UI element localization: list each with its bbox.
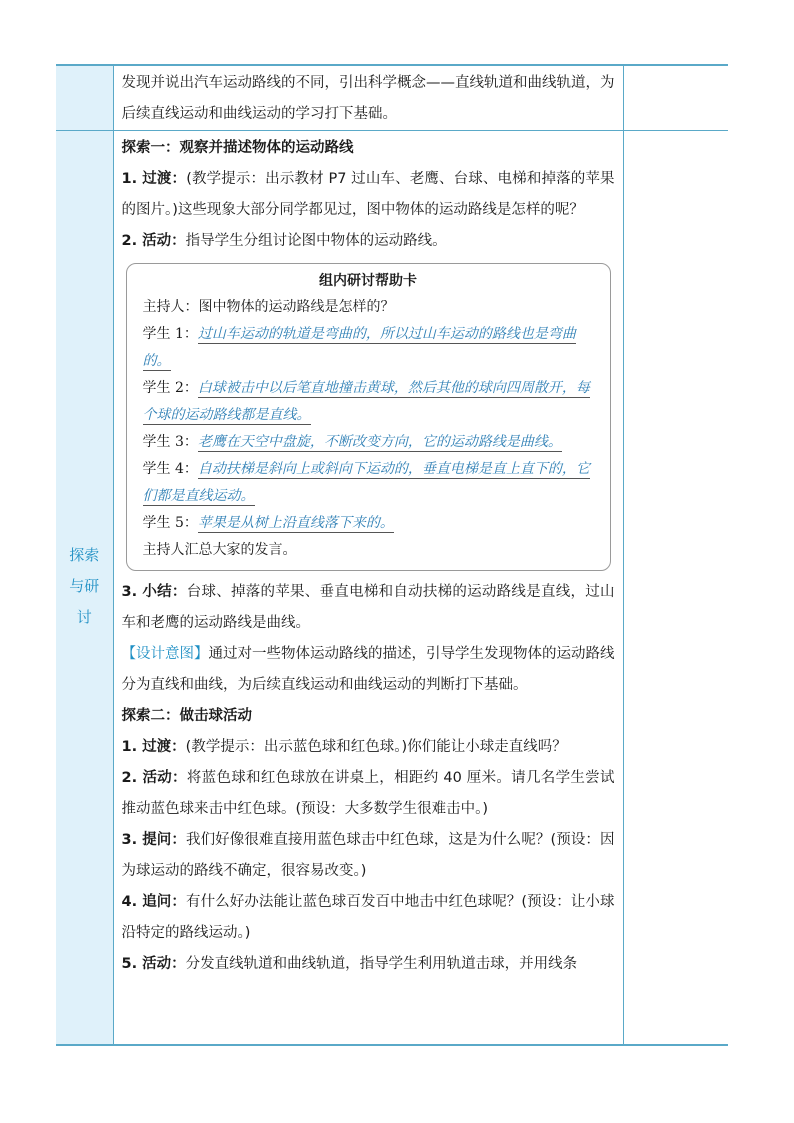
- step-activity-1: [122, 226, 615, 257]
- step-text: 台球、掉落的苹果、垂直电梯和自动扶梯的运动路线是直线，过山车和老鹰的运动路线是曲线。: [121, 584, 615, 631]
- student-answer-1: [143, 321, 594, 375]
- student-answer-text: 老鹰在天空中盘旋，不断改变方向，它的运动路线是曲线。: [197, 434, 562, 450]
- step-summary: [122, 577, 615, 639]
- step-label: 3. 提问：: [121, 832, 186, 848]
- student-label: 学生 1：: [142, 326, 198, 342]
- student-label: 学生 4：: [142, 461, 198, 477]
- host-summary: 主持人汇总大家的发言。: [142, 542, 297, 558]
- row1-label-cell: [56, 65, 113, 131]
- e2-step-1: [122, 732, 615, 763]
- section-label: 探索与研讨: [69, 546, 100, 626]
- step-text: 指导学生分组讨论图中物体的运动路线。: [185, 233, 447, 249]
- student-answer-text: 苹果是从树上沿直线落下来的。: [197, 515, 394, 531]
- design-intent: [122, 639, 615, 701]
- student-label: 学生 5：: [142, 515, 198, 531]
- student-answer-5: [143, 510, 594, 537]
- student-answer-text: 白球被击中以后笔直地撞击黄球，然后其他的球向四周散开，每个球的运动路线都是直线。: [142, 380, 590, 423]
- e2-step-3: [122, 825, 615, 887]
- student-label: 学生 3：: [142, 434, 198, 450]
- host-question: 主持人：图中物体的运动路线是怎样的？: [142, 299, 395, 315]
- row1-text: 发现并说出汽车运动路线的不同，引出科学概念——直线轨道和曲线轨道，为后续直线运动和曲线运动的学习打下基础。: [121, 75, 615, 122]
- step-text: 将蓝色球和红色球放在讲桌上，相距约 40 厘米。请几名学生尝试推动蓝色球来击中红色球。(预设：大多数学生很难击中。): [121, 770, 615, 817]
- step-text: 分发直线轨道和曲线轨道，指导学生利用轨道击球，并用线条: [185, 956, 578, 972]
- step-label: 2. 活动：: [121, 233, 186, 249]
- step-transition-1: [122, 164, 615, 226]
- design-intent-tag: 【设计意图】: [121, 646, 209, 662]
- card-title: 组内研讨帮助卡: [319, 273, 417, 289]
- step-text: 我们好像很难直接用蓝色球击中红色球，这是为什么呢？(预设：因为球运动的路线不确定，很容易改变。): [121, 832, 615, 879]
- step-label: 5. 活动：: [121, 956, 186, 972]
- explore1-title: 探索一：观察并描述物体的运动路线: [121, 140, 354, 156]
- student-label: 学生 2：: [142, 380, 198, 396]
- step-label: 4. 追问：: [121, 894, 186, 910]
- section-label-cell: [56, 131, 113, 1045]
- e2-step-4: [122, 887, 615, 949]
- student-answer-2: [143, 375, 594, 429]
- row1-content-cell: [113, 65, 623, 131]
- step-label: 2. 活动：: [121, 770, 187, 786]
- student-answer-text: 过山车运动的轨道是弯曲的，所以过山车运动的路线也是弯曲的。: [142, 326, 576, 369]
- student-answer-3: [143, 429, 594, 456]
- step-text: 有什么好办法能让蓝色球百发百中地击中红色球呢？(预设：让小球沿特定的路线运动。): [121, 894, 615, 941]
- step-label: 1. 过渡：: [121, 171, 187, 187]
- student-answer-text: 自动扶梯是斜向上或斜向下运动的，垂直电梯是直上直下的，它们都是直线运动。: [142, 461, 590, 504]
- row1-notes-cell: [623, 65, 728, 131]
- design-intent-text: 通过对一些物体运动路线的描述，引导学生发现物体的运动路线分为直线和曲线，为后续直线运动和曲线运动的判断打下基础。: [121, 646, 615, 693]
- lesson-table: [56, 64, 728, 1046]
- step-label: 1. 过渡：: [121, 739, 186, 755]
- step-text: (教学提示：出示教材 P7 过山车、老鹰、台球、电梯和掉落的苹果的图片。)这些现象大部分同学都见过，图中物体的运动路线是怎样的呢？: [121, 171, 615, 218]
- step-text: (教学提示：出示蓝色球和红色球。)你们能让小球走直线吗？: [185, 739, 567, 755]
- explore2-title: 探索二：做击球活动: [121, 708, 252, 724]
- student-answer-4: [143, 456, 594, 510]
- e2-step-2: [122, 763, 615, 825]
- notes-cell: [623, 131, 728, 1045]
- step-label: 3. 小结：: [121, 584, 187, 600]
- e2-step-5: [122, 949, 615, 980]
- discussion-help-card: [126, 263, 611, 571]
- main-content-cell: [113, 131, 623, 1045]
